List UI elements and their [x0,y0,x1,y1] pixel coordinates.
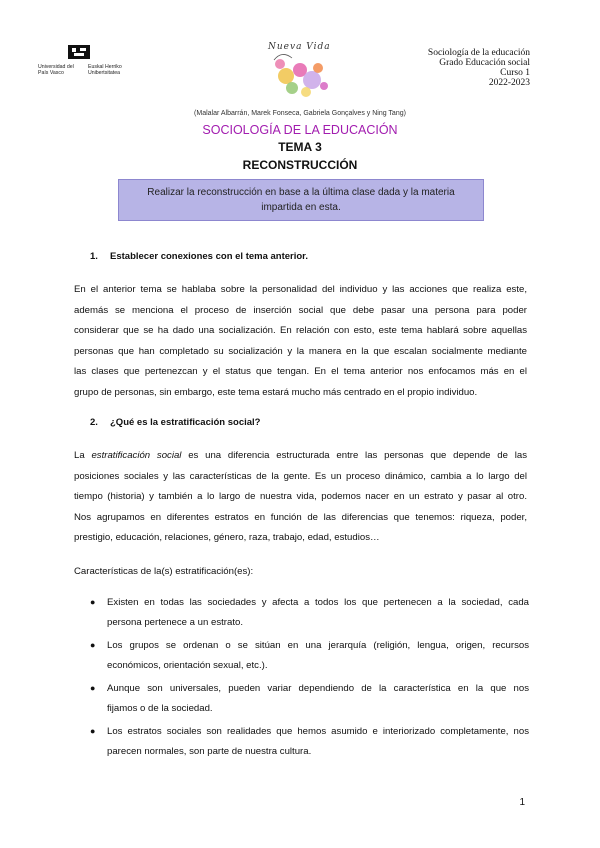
bullet-line: económicos, orientación sexual, etc.). [107,659,268,671]
bullet-icon: ● [90,597,96,607]
university-logo [38,42,133,82]
list-item [74,722,529,761]
bullet-line: Los estratos sociales son realidades que hemos asumido e interiorizado completamente, nos [107,726,529,737]
university-emblem-icon [66,42,92,62]
course-subject: Sociología de la educación [427,48,530,58]
list-item [74,679,529,718]
topic-number: TEMA 3 [278,140,322,154]
bullet-line: Los grupos se ordenan o se sitúan en una jerarquía (religión, lengua, origen, recursos [107,640,529,651]
section-number: 1. [90,251,98,262]
characteristics-list [74,593,529,765]
flower-logo [262,40,342,102]
section-title: ¿Qué es la estratificación social? [110,417,261,428]
course-degree: Grado Educación social [439,58,530,68]
assignment-text: Realizar la reconstrucción en base a la última clase dada y la materia impartida en esta. [147,187,455,213]
section-1-paragraph [74,280,527,403]
section-number: 2. [90,417,98,428]
bullet-line: Aunque son universales, pueden variar dependiendo de la característica en la que nos [107,683,529,694]
course-year: Curso 1 [500,68,530,78]
page-number: 1 [519,797,525,808]
section-2-paragraph [74,446,527,549]
paragraph-line: Nos agrupamos en diferentes estratos en función de las diferencias que tenemos: riqueza, poder, [74,511,527,523]
characteristics-title [74,562,527,583]
bullet-line: persona pertenece a un estrato. [107,616,244,628]
paragraph-line: considerar que se ha dado una socialización. En relación con esto, este tema hablará sobre aquellas [74,325,527,336]
topic-title: RECONSTRUCCIÓN [242,158,358,172]
paragraph-line: posiciones sociales y las características de la gente. Es un proceso dinámico, cambia a lo largo del [74,470,527,482]
section-1-heading [90,251,308,262]
list-item [74,593,529,632]
defined-term: estratificación social [91,450,182,461]
paragraph-line: además se menciona el proceso de inserción social que debe pasar una persona para poder [74,304,527,316]
paragraph-line [74,446,527,467]
paragraph-line: las clases que pertenezcan y el status que tengan. En el tema anterior nos enfocamos más en el [74,366,527,377]
paragraph-line: personas que han completado su socialización y la manera en la que escalan socialmente mediante [74,345,527,357]
bullet-line: Existen en todas las sociedades y afecta a todos los que pertenecen a la sociedad, cada [107,597,529,608]
logo-title: Nueva Vida [268,42,331,52]
paragraph-line: Características de la(s) estratificación(es): [74,566,254,577]
logo-text-2: Euskal Herriko Unibertsitatea [88,64,122,76]
bullet-icon: ● [90,683,96,693]
course-period: 2022-2023 [488,78,530,88]
paragraph-line: prestigio, educación, relaciones, género, raza, trabajo, edad, estudios… [74,532,380,543]
list-item [74,636,529,675]
course-info [428,48,530,88]
line-text: es una diferencia estructurada entre las personas que depende de las [181,450,527,461]
document-title: SOCIOLOGÍA DE LA EDUCACIÓN [202,123,398,137]
bullet-icon: ● [90,726,96,736]
section-2-heading [90,417,260,428]
paragraph-line: grupo de personas, sin embargo, este tema estará mucho más centrado en el propio individuo. [74,386,478,398]
assignment-box [118,179,484,221]
paragraph-line: tiempo (historia) y también a lo largo de nuestra vida, podemos nacer en un estrato y pasar al otro. [74,491,527,502]
line-text: La [74,450,92,461]
section-title: Establecer conexiones con el tema anterior. [110,251,308,262]
authors: (Malalar Albarrán, Marek Fonseca, Gabriela Gonçalves y Ning Tang) [194,110,406,117]
bullet-line: fijamos o de la sociedad. [107,702,213,714]
bullet-icon: ● [90,640,96,650]
paragraph-line: En el anterior tema se hablaba sobre la personalidad del individuo y las acciones que realiza este, [74,284,527,295]
bullet-line: parecen normales, son parte de nuestra cultura. [107,745,312,757]
logo-text-1: Universidad del País Vasco [38,64,74,76]
